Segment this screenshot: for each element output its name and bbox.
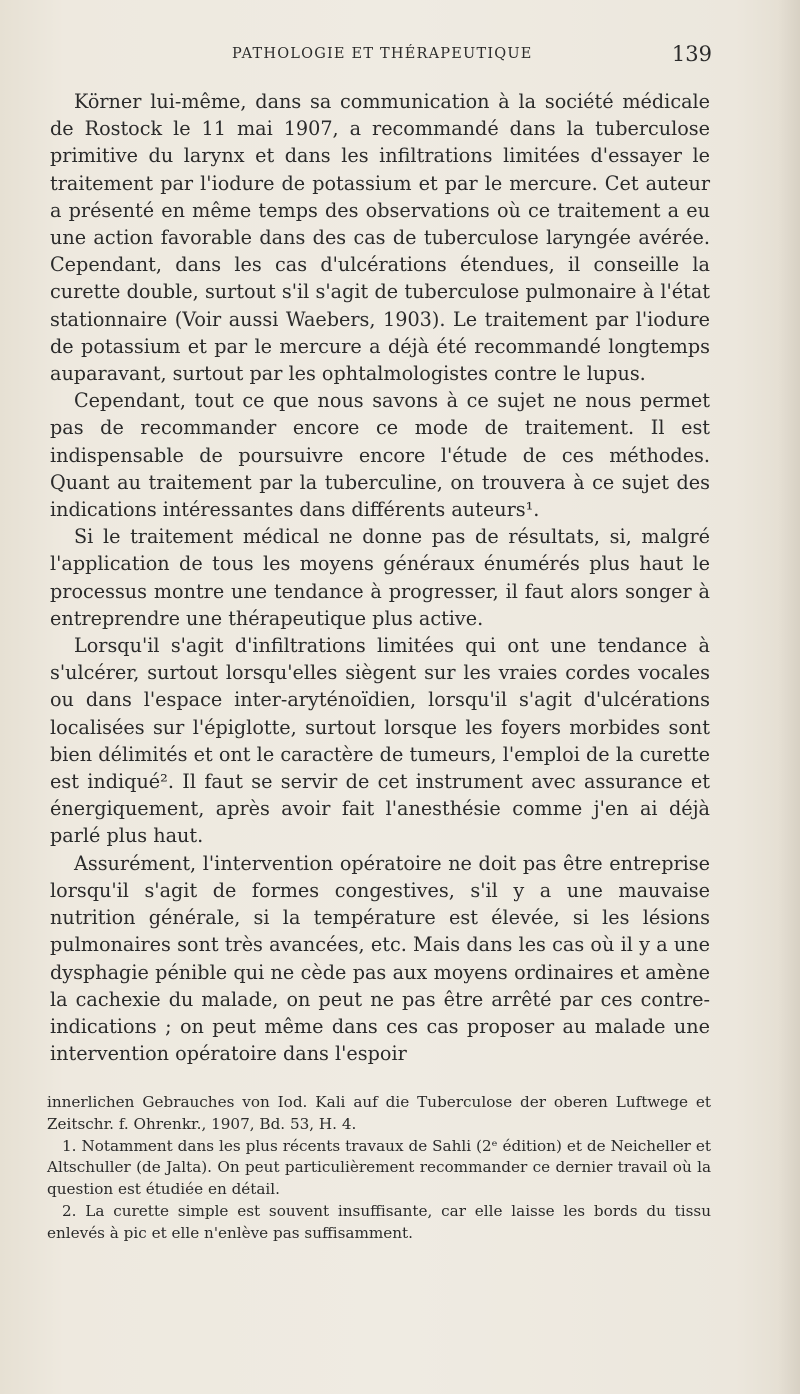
running-title: PATHOLOGIE ET THÉRAPEUTIQUE [232, 46, 533, 62]
paragraph: Cependant, tout ce que nous savons à ce sujet ne nous permet pas de recommander encore ce mode de traitement. Il est indispensable de poursuivre encore l'étude de ces méthodes. Quant au traitement par la tuberculine, on trouvera à ce sujet des indications intéressantes dans différents auteurs¹. [50, 389, 710, 522]
footnote-continuation: innerlichen Gebrauches von Iod. Kali auf die Tuberculose der oberen Luftwege et Zeitschr. f. Ohrenkr., 1907, Bd. 53, H. 4. [47, 1093, 711, 1133]
footnote-1: 1. Notamment dans les plus récents travaux de Sahli (2ᵉ édition) et de Neicheller et Altschuller (de Jalta). On peut particulièrement recommander ce dernier travail où la question est étudiée en détail. [47, 1136, 711, 1199]
body-text [50, 88, 710, 1067]
paragraph: Körner lui-même, dans sa communication à la société médicale de Rostock le 11 mai 1907, a recommandé dans la tuberculose primitive du larynx et dans les infiltrations limitées d'essayer le traitement par l'iodure de potassium et par le mercure. Cet auteur a présenté en même temps des observations où ce traitement a eu une action favorable dans des cas de tuberculose laryngée avérée. Cependant, dans les cas d'ulcérations étendues, il conseille la curette double, surtout s'il s'agit de tuberculose pulmonaire à l'état stationnaire (Voir aussi Waebers, 1903). Le traitement par l'iodure de potassium et par le mercure a déjà été recommandé longtemps auparavant, surtout par les ophtalmologistes contre le lupus. [50, 90, 710, 386]
footnotes [47, 1092, 711, 1245]
paragraph: Lorsqu'il s'agit d'infiltrations limitées qui ont une tendance à s'ulcérer, surtout lorsqu'elles siègent sur les vraies cordes vocales ou dans l'espace inter-aryténoïdien, lorsqu'il s'agit d'ulcérations localisées sur l'épiglotte, surtout lorsque les foyers morbides sont bien délimités et ont le caractère de tumeurs, l'emploi de la curette est indiqué². Il faut se servir de cet instrument avec assurance et énergiquement, après avoir fait l'anesthésie comme j'en ai déjà parlé plus haut. [50, 634, 710, 848]
footnote-2: 2. La curette simple est souvent insuffisante, car elle laisse les bords du tissu enlevés à pic et elle n'enlève pas suffisamment. [47, 1201, 711, 1242]
page-number: 139 [671, 42, 712, 66]
page-edge-shadow [778, 0, 800, 1394]
page-header [232, 38, 712, 68]
paragraph: Si le traitement médical ne donne pas de résultats, si, malgré l'application de tous les moyens généraux énumérés plus haut le processus montre une tendance à progresser, il faut alors songer à entreprendre une thérapeutique plus active. [50, 525, 710, 630]
paragraph: Assurément, l'intervention opératoire ne doit pas être entreprise lorsqu'il s'agit de formes congestives, s'il y a une mauvaise nutrition générale, si la température est élevée, si les lésions pulmonaires sont très avancées, etc. Mais dans les cas où il y a une dysphagie pénible qui ne cède pas aux moyens ordinaires et amène la cachexie du malade, on peut ne pas être arrêté par ces contre-indications ; on peut même dans ces cas proposer au malade une intervention opératoire dans l'espoir [50, 851, 710, 1066]
